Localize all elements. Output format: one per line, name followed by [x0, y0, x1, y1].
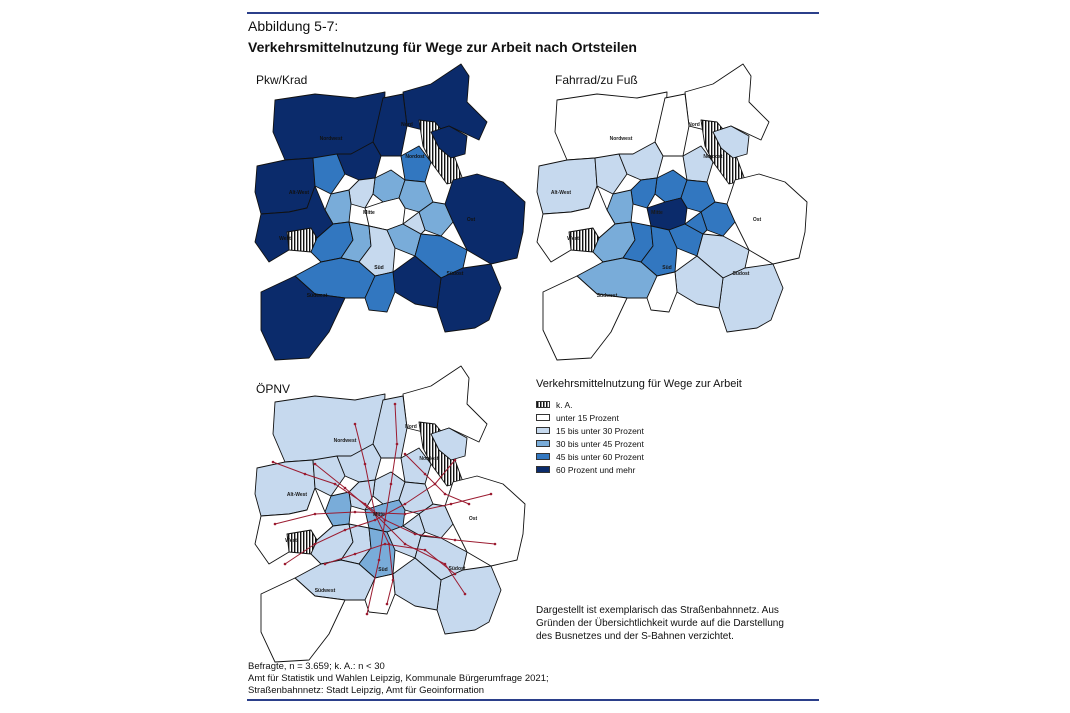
district-label-altwest: Alt-West [288, 190, 310, 196]
district-label-sued: Süd [374, 265, 384, 271]
tram-stop [378, 559, 381, 562]
district-label-sued: Süd [662, 265, 672, 271]
tram-stop [274, 523, 277, 526]
district-label-sued: Süd [378, 567, 388, 573]
tram-stop [444, 493, 447, 496]
tram-stop [424, 473, 427, 476]
legend-item-3 [536, 437, 816, 450]
district-label-suedost: Südost [446, 271, 464, 277]
map-label-opnv: ÖPNV [256, 382, 291, 396]
tram-stop [424, 549, 427, 552]
map-legend [536, 378, 816, 476]
bottom-rule [247, 699, 819, 701]
district-c2 [631, 178, 657, 208]
district-label-suedost: Südost [448, 566, 466, 572]
tram-stop [354, 553, 357, 556]
tram-stop [390, 483, 393, 486]
tram-stop [454, 459, 457, 462]
map-label-rad: Fahrrad/zu Fuß [555, 73, 638, 87]
tram-stop [334, 483, 337, 486]
district-label-mitte: Mitte [373, 512, 385, 518]
district-label-nordost: Nordost [419, 456, 439, 462]
tram-stop [366, 613, 369, 616]
legend-item-1 [536, 411, 816, 424]
legend-label-ka: k. A. [556, 399, 573, 410]
source-line-2: Amt für Statistik und Wahlen Leipzig, Kommunale Bürgerumfrage 2021; [248, 673, 549, 684]
district-label-west: West [279, 236, 291, 242]
district-label-west: West [285, 538, 297, 544]
legend-swatch-1 [536, 414, 550, 421]
tram-stop [404, 513, 407, 516]
district-label-mitte: Mitte [363, 210, 375, 216]
district-aw-big [255, 460, 315, 516]
tram-stop [394, 403, 397, 406]
note-line-1: Dargestellt ist exemplarisch das Straßenbahnnetz. Aus [536, 605, 779, 616]
tram-stop [344, 529, 347, 532]
tram-stop [384, 519, 387, 522]
district-label-nordost: Nordost [405, 154, 425, 160]
map-label-pkw: Pkw/Krad [256, 73, 308, 87]
district-c2 [349, 178, 375, 208]
note-line-2: Gründen der Übersichtlichkeit wurde auf die Darstellung [536, 618, 784, 629]
tram-stop [364, 463, 367, 466]
district-label-nordwest: Nordwest [333, 438, 357, 444]
tram-stop [392, 579, 395, 582]
tram-stop [384, 543, 387, 546]
source-line-3: Straßenbahnnetz: Stadt Leipzig, Amt für Geoinformation [248, 685, 485, 696]
tram-stop [386, 603, 389, 606]
district-label-ost: Ost [466, 217, 476, 223]
source-note [248, 661, 549, 697]
top-rule [247, 12, 819, 14]
map-pkw [255, 62, 530, 362]
district-label-suedwest: Südwest [306, 293, 328, 299]
tram-stop [314, 463, 317, 466]
legend-swatch-ka [536, 401, 550, 408]
district-label-nordwest: Nordwest [319, 136, 343, 142]
figure-title: Verkehrsmittelnutzung für Wege zur Arbeit nach Ortsteilen [248, 39, 637, 55]
district-label-nord: Nord [401, 122, 413, 128]
district-label-ost: Ost [468, 516, 478, 522]
tram-stop [464, 593, 467, 596]
tram-stop [272, 461, 275, 464]
legend-label-2: 15 bis unter 30 Prozent [556, 425, 644, 436]
district-label-ost: Ost [752, 217, 762, 223]
legend-label-5: 60 Prozent und mehr [556, 464, 636, 475]
tram-stop [490, 493, 493, 496]
tram-stop [454, 539, 457, 542]
legend-swatch-4 [536, 453, 550, 460]
district-label-suedwest: Südwest [596, 293, 618, 299]
tram-stop [404, 543, 407, 546]
tram-stop [324, 563, 327, 566]
district-aw-big [537, 158, 597, 214]
map-rad [537, 62, 812, 362]
legend-swatch-2 [536, 427, 550, 434]
note-line-3: des Busnetzes und der S-Bahnen verzichtet. [536, 631, 734, 642]
district-label-nord: Nord [405, 424, 417, 430]
tram-stop [314, 543, 317, 546]
district-label-suedost: Südost [732, 271, 750, 277]
tram-stop [354, 423, 357, 426]
tram-stop [404, 453, 407, 456]
legend-item-4 [536, 450, 816, 463]
tram-stop [494, 543, 497, 546]
district-label-west: West [567, 236, 579, 242]
district-aw-big [255, 158, 315, 214]
legend-swatch-3 [536, 440, 550, 447]
legend-item-5 [536, 463, 816, 476]
tram-stop [414, 533, 417, 536]
legend-item-ka [536, 398, 816, 411]
legend-swatch-5 [536, 466, 550, 473]
tram-note [536, 604, 816, 643]
tram-stop [450, 503, 453, 506]
tram-stop [314, 513, 317, 516]
legend-label-3: 30 bis unter 45 Prozent [556, 438, 644, 449]
legend-label-4: 45 bis unter 60 Prozent [556, 451, 644, 462]
map-opnv [255, 364, 530, 664]
tram-stop [374, 519, 377, 522]
district-label-mitte: Mitte [651, 210, 663, 216]
district-label-nordwest: Nordwest [609, 136, 633, 142]
district-label-altwest: Alt-West [550, 190, 572, 196]
district-label-nordost: Nordost [703, 154, 723, 160]
legend-item-2 [536, 424, 816, 437]
legend-label-1: unter 15 Prozent [556, 412, 619, 423]
figure-number: Abbildung 5-7: [248, 18, 339, 34]
source-line-1: Befragte, n = 3.659; k. A.: n < 30 [248, 661, 385, 672]
tram-stop [454, 573, 457, 576]
tram-stop [468, 503, 471, 506]
district-label-suedwest: Südwest [314, 588, 336, 594]
district-label-altwest: Alt-West [286, 492, 308, 498]
tram-stop [396, 443, 399, 446]
tram-stop [344, 487, 347, 490]
tram-stop [404, 503, 407, 506]
legend-title: Verkehrsmittelnutzung für Wege zur Arbeit [536, 378, 742, 390]
tram-stop [304, 473, 307, 476]
tram-stop [284, 563, 287, 566]
district-label-nord: Nord [688, 122, 700, 128]
tram-stop [354, 511, 357, 514]
